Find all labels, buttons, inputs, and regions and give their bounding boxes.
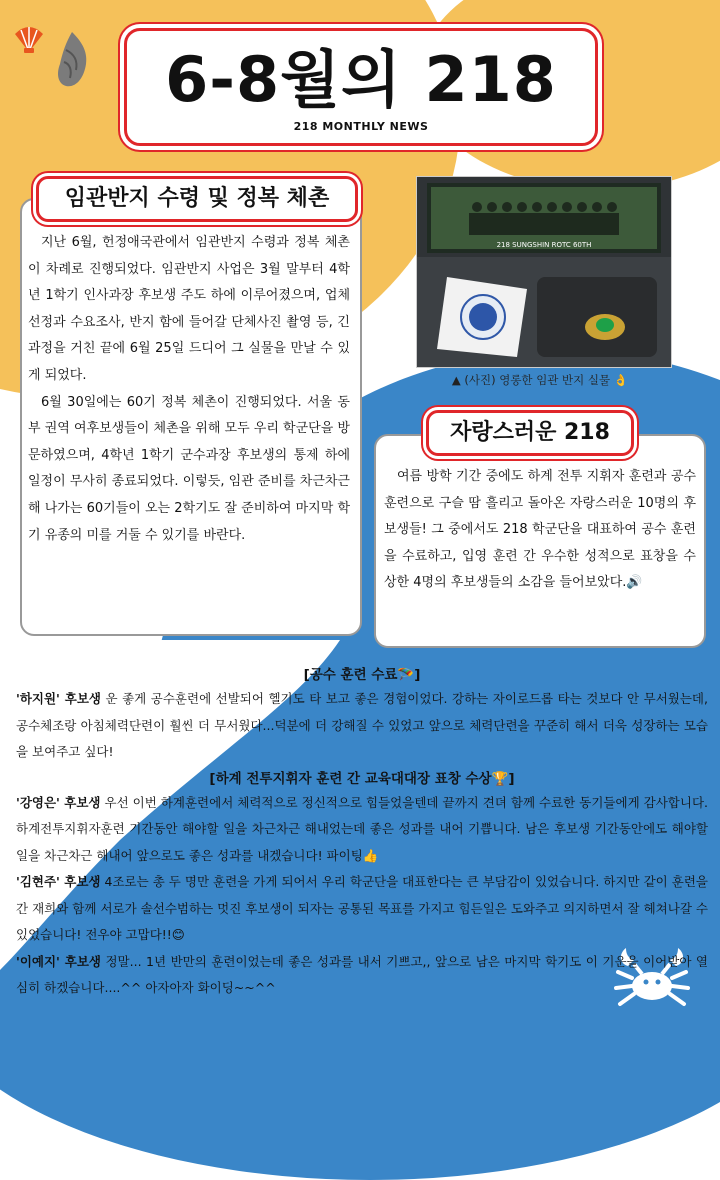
- article-proud-body: [384, 464, 696, 597]
- testimonial-text: 운 좋게 공수훈련에 선발되어 헬기도 타 보고 좋은 경험이었다. 강하는 자이로드롭 타는 것보다 안 무서웠는데, 공수체조랑 아침체력단련이 훨씬 더 무서웠다...덕분에 더 강해질 수 있었고 앞으로 체력단련을 꾸준히 해서 더욱 성장하는 모습을 보여주고 싶다!: [16, 691, 708, 759]
- ring-photo: [416, 176, 672, 368]
- testimonial-text: 정말... 1년 반만의 훈련이었는데 좋은 성과를 내서 기쁘고,, 앞으로 남은 마지막 학기도 이 기운을 이어받아 열심히 하겠습니다....^^ 아자아자 화이딩~~^^: [16, 953, 708, 995]
- ring-photo-illustration: [417, 177, 671, 367]
- testimonials: [16, 664, 708, 1002]
- article-proud-heading: 자랑스러운 218: [426, 410, 634, 456]
- article-proud-paragraph: 여름 방학 기간 중에도 하계 전투 지휘자 훈련과 공수 훈련으로 구슬 땀 흘리고 돌아온 자랑스러운 10명의 후보생들! 그 중에서도 218 학군단을 대표하여 공수 훈련을 수료하고, 입영 훈련 간 우수한 성적으로 표창을 수상한 4명의 후보생들의 소감을 들어보았다.🔊: [384, 469, 696, 591]
- article-ring-heading: 임관반지 수령 및 정복 체촌: [36, 176, 358, 222]
- photo-caption: ▲ (사진) 영롱한 임관 반지 실물 👌: [451, 373, 629, 387]
- photo-banner-text: 218 SUNGSHIN ROTC 60TH: [496, 241, 592, 249]
- testimonial-name: '강영은' 후보생: [16, 794, 101, 810]
- testimonial-item: [16, 869, 708, 949]
- testimonial-name: '하지원' 후보생: [16, 691, 101, 706]
- testimonial-text: 우선 이번 하계훈련에서 체력적으로 정신적으로 힘들었을텐데 끝까지 견뎌 함께 수료한 동기들에게 감사합니다. 하계전투지휘자훈련 기간동안 해야할 일을 차근차근 해내었는데 좋은 성과를 내어 기쁩니다. 남은 후보생 기간동안에도 해야할 일을 차근차근 해내어 앞으로도 좋은 성과를 내겠습니다! 파이팅👍: [16, 794, 708, 863]
- testimonial-name: '김현주' 후보생: [16, 874, 101, 889]
- page-subtitle: 218 MONTHLY NEWS: [293, 120, 429, 133]
- section-award-heading: [하계 전투지휘자 훈련 간 교육대대장 표창 수상🏆]: [209, 770, 515, 787]
- conch-shell-icon: [52, 30, 92, 90]
- testimonial-item: [16, 949, 708, 1002]
- testimonial-item: [16, 790, 708, 870]
- scallop-shell-icon: [12, 24, 46, 54]
- testimonial-name: '이예지' 후보생: [16, 953, 101, 969]
- article-ring-paragraph-2: 6월 30일에는 60기 정복 체촌이 진행되었다. 서울 동부 권역 여후보생들이 체촌을 위해 모두 우리 학군단을 방문하였으며, 4학년 1학기 군수과장 후보생의 통제 하에 일정이 무사히 종료되었다. 이렇듯, 임관 준비를 차근차근 해 나가는 60기들이 오는 2학기도 잘 준비하여 마지막 학기 유종의 미를 거둘 수 있기를 바란다.: [28, 394, 350, 543]
- title-box: [124, 28, 598, 146]
- testimonial-text: 4조로는 총 두 명만 훈련을 가게 되어서 우리 학군단을 대표한다는 큰 부담감이 있었습니다. 하지만 같이 훈련을 간 재희와 함께 서로가 솔선수범하는 멋진 후보생이 되자는 공통된 목표를 가지고 힘든일은 도와주고 의지하면서 잘 헤쳐나갈 수 있었습니다! 전우야 고맙다!!😊: [16, 874, 708, 942]
- section-airborne-heading: [공수 훈련 수료🪂]: [303, 667, 421, 683]
- page-title: 6-8월의 218: [165, 43, 557, 116]
- article-ring-body: [28, 230, 350, 549]
- testimonial-item: [16, 686, 708, 766]
- article-ring-paragraph-1: 지난 6월, 헌정애국관에서 임관반지 수령과 정복 체촌이 차례로 진행되었다. 임관반지 사업은 3월 말부터 4학년 1학기 인사과장 후보생 주도 하에 이루어졌으며, 업체 선정과 수요조사, 반지 함에 들어갈 단체사진 촬영 등, 긴 과정을 거친 끝에 6월 25일 드디어 그 실물을 만날 수 있게 되었다.: [28, 235, 350, 383]
